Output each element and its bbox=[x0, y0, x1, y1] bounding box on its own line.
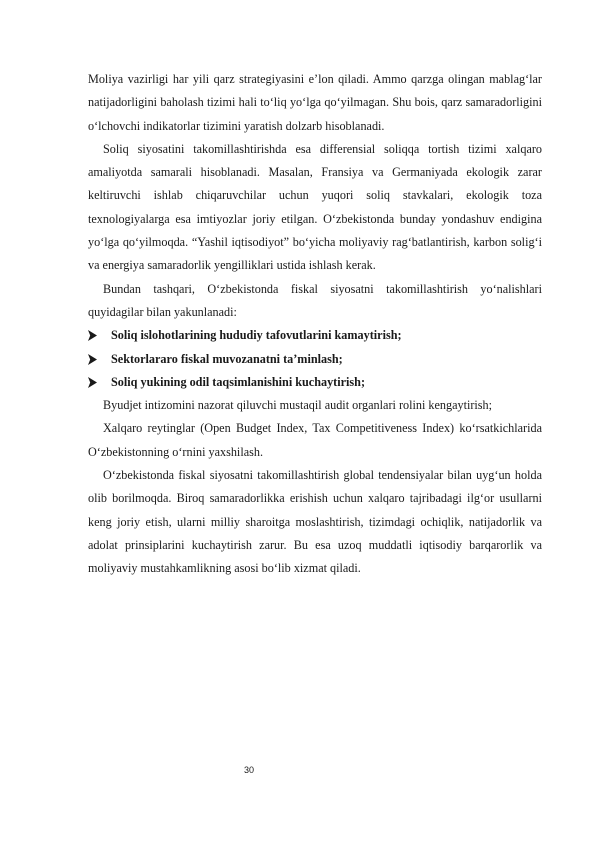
bullet-item bbox=[88, 371, 542, 394]
bullet-item bbox=[88, 324, 542, 347]
arrow-right-icon bbox=[88, 377, 111, 388]
bullet-text: Soliq yukining odil taqsimlanishini kuchaytirish; bbox=[111, 374, 366, 389]
paragraph: Xalqaro reytinglar (Open Budget Index, Tax Competitiveness Index) ko‘rsatkichlarida O‘zbekistonning o‘rnini yaxshilash. bbox=[88, 421, 542, 459]
paragraph: O‘zbekistonda fiskal siyosatni takomillashtirish global tendensiyalar bilan uyg‘un holda olib borilmoqda. Biroq samaradorlikka erishish uchun xalqaro tajribadagi ilg‘or usullarni keng joriy etish, ularni milliy sharoitga moslashtirish, tizimdagi ochiqlik, natijadorlik va adolat prinsiplarini kuchaytirish zarur. Bu esa uzoq muddatli iqtisodiy barqarorlik va moliyaviy mustahkamlikning asosi bo‘lib xizmat qiladi. bbox=[88, 468, 542, 576]
bullet-text: Soliq islohotlarining hududiy tafovutlarini kamaytirish; bbox=[111, 328, 402, 343]
paragraph: Soliq siyosatini takomillashtirishda esa differensial soliqqa tortish tizimi xalqaro amaliyotda samarali hisoblanadi. Masalan, Fransiya va Germaniyada ekologik zarar keltiruvchi ishlab chiqaruvchilar uchun yuqori soliq stavkalari, ekologik toza texnologiyalarga esa imtiyozlar joriy etilgan. O‘zbekistonda bunday yondashuv endigina yo‘lga qo‘yilmoqda. “Yashil iqtisodiyot” bo‘yicha moliyaviy rag‘batlantirish, karbon solig‘i va energiya samaradorlik yengilliklari ustida ishlash kerak. bbox=[88, 141, 542, 273]
document-body bbox=[88, 68, 542, 581]
bullet-item bbox=[88, 348, 542, 371]
paragraph: Moliya vazirligi har yili qarz strategiyasini e’lon qiladi. Ammo qarzga olingan mablag‘lar natijadorligini baholash tizimi hali to‘liq yo‘lga qo‘yilmagan. Shu bois, qarz samaradorligini o‘lchovchi indikatorlar tizimini yaratish dolzarb hisoblanadi. bbox=[88, 72, 542, 133]
arrow-right-icon bbox=[88, 330, 111, 341]
page-number: 30 bbox=[244, 765, 255, 775]
arrow-right-icon bbox=[88, 354, 111, 365]
paragraph: Bundan tashqari, O‘zbekistonda fiskal siyosatni takomillashtirish yo‘nalishlari quyidagilar bilan yakunlanadi: bbox=[88, 281, 542, 319]
bullet-text: Sektorlararo fiskal muvozanatni ta’minlash; bbox=[111, 351, 343, 366]
paragraph: Byudjet intizomini nazorat qiluvchi mustaqil audit organlari rolini kengaytirish; bbox=[103, 398, 493, 413]
